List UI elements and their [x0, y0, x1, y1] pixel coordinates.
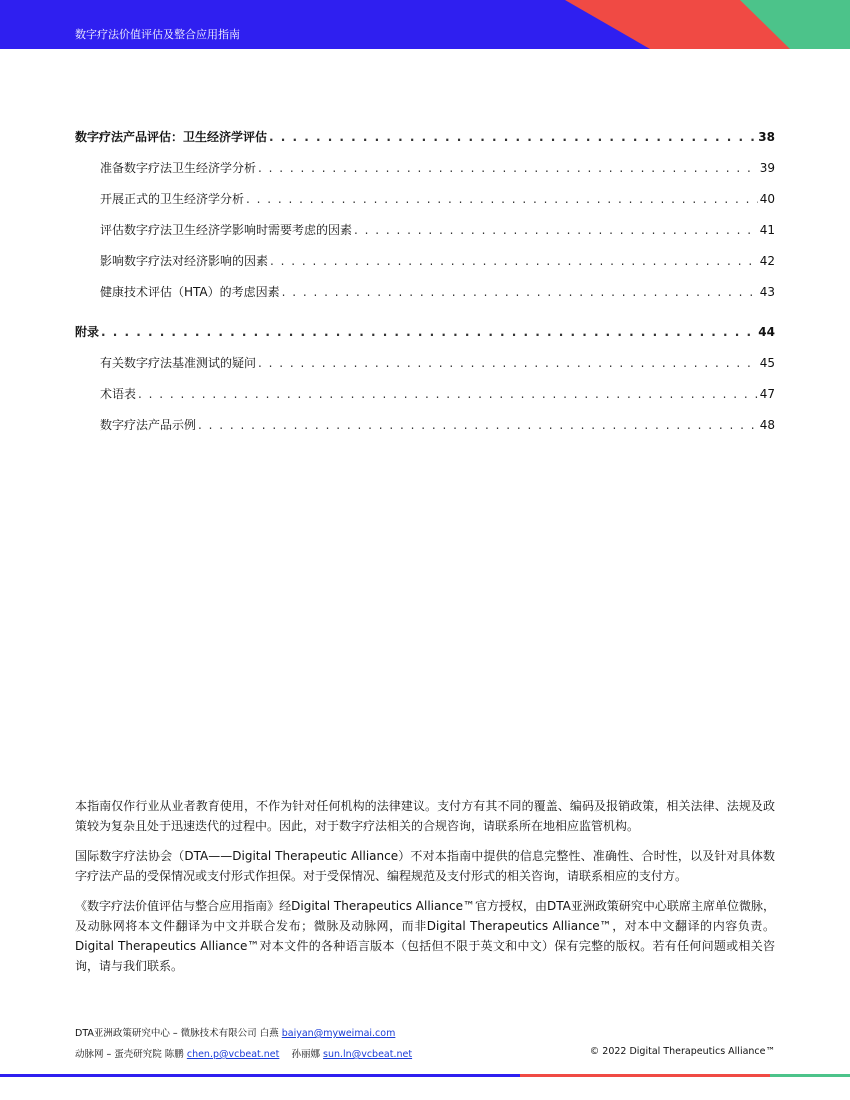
contact-text: DTA亚洲政策研究中心 – 微脉技术有限公司 白燕	[75, 1028, 279, 1039]
toc-entry-title: 术语表	[100, 387, 137, 401]
toc-leader-dots	[101, 323, 756, 341]
toc-page-number: 47	[759, 387, 775, 401]
toc-leader-dots	[354, 221, 758, 239]
toc-entry[interactable]	[75, 159, 775, 177]
toc-entry[interactable]	[75, 416, 775, 434]
toc-page-number: 42	[759, 254, 775, 268]
toc-entry-title: 数字疗法产品评估：卫生经济学评估	[75, 130, 268, 144]
toc-leader-dots	[246, 190, 758, 208]
toc-leader-dots	[258, 159, 758, 177]
toc-entry[interactable]	[75, 221, 775, 239]
toc-page-number: 39	[759, 161, 775, 175]
footer-contact-1	[75, 1025, 775, 1039]
document-title: 数字疗法价值评估及整合应用指南	[75, 28, 240, 41]
toc-entry-title: 开展正式的卫生经济学分析	[100, 192, 245, 206]
toc-page-number: 40	[759, 192, 775, 206]
disclaimer-paragraph: 本指南仅作行业从业者教育使用，不作为针对任何机构的法律建议。支付方有其不同的覆盖、编码及报销政策，相关法律、法规及政策较为复杂且处于迅速迭代的过程中。因此，对于数字疗法相关的合规咨询，请联系所在地相应监管机构。	[75, 799, 775, 833]
email-link[interactable]: baiyan@myweimai.com	[281, 1028, 396, 1039]
contact-text: 孙丽娜	[291, 1049, 320, 1060]
toc-entry-title: 评估数字疗法卫生经济学影响时需要考虑的因素	[100, 223, 353, 237]
email-link[interactable]: chen.p@vcbeat.net	[186, 1049, 280, 1060]
toc-page-number: 41	[759, 223, 775, 237]
copyright-notice: © 2022 Digital Therapeutics Alliance™	[589, 1046, 775, 1057]
toc-entry[interactable]	[75, 283, 775, 301]
toc-entry-title: 有关数字疗法基准测试的疑问	[100, 356, 257, 370]
toc-entry[interactable]	[75, 128, 775, 146]
bottom-color-rule	[0, 1074, 850, 1077]
toc-page-number: 44	[758, 325, 775, 339]
disclaimer-paragraph: 国际数字疗法协会（DTA——Digital Therapeutic Alliance）不对本指南中提供的信息完整性、准确性、合时性，以及针对具体数字疗法产品的受保情况或支付形式作担保。对于受保情况、编程规范及支付形式的相关咨询，请联系相应的支付方。	[75, 849, 775, 883]
toc-entry[interactable]	[75, 190, 775, 208]
toc-page-number: 43	[759, 285, 775, 299]
header-banner	[0, 0, 850, 49]
toc-leader-dots	[258, 354, 758, 372]
email-link[interactable]: sun.ln@vcbeat.net	[323, 1049, 413, 1060]
toc-page-number: 48	[759, 418, 775, 432]
toc-entry[interactable]	[75, 385, 775, 403]
toc-leader-dots	[138, 385, 758, 403]
toc-entry-title: 附录	[75, 325, 100, 339]
disclaimer-section	[75, 796, 775, 986]
disclaimer-paragraph: 《数字疗法价值评估与整合应用指南》经Digital Therapeutics Alliance™官方授权，由DTA亚洲政策研究中心联席主席单位微脉，及动脉网将本文件翻译为中文并联合发布；微脉及动脉网，而非Digital Therapeutics Alliance™，对本中文翻译的内容负责。Digital Therapeutics Alliance™对本文件的各种语言版本（包括但不限于英文和中文）保有完整的版权。若有任何问题或相关咨询，请与我们联系。	[75, 899, 775, 973]
toc-entry-title: 数字疗法产品示例	[100, 418, 197, 432]
toc-leader-dots	[282, 283, 758, 301]
contact-text: 动脉网 – 蛋壳研究院 陈鹏	[75, 1049, 184, 1060]
toc-leader-dots	[269, 128, 756, 146]
toc-entry[interactable]	[75, 252, 775, 270]
toc-leader-dots	[270, 252, 758, 270]
toc-entry[interactable]	[75, 323, 775, 341]
toc-leader-dots	[198, 416, 758, 434]
toc-entry-title: 准备数字疗法卫生经济学分析	[100, 161, 257, 175]
toc-entry[interactable]	[75, 354, 775, 372]
toc-entry-title: 健康技术评估（HTA）的考虑因素	[100, 285, 280, 299]
toc-page-number: 45	[759, 356, 775, 370]
toc-entry-title: 影响数字疗法对经济影响的因素	[100, 254, 269, 268]
toc-page-number: 38	[758, 130, 775, 144]
